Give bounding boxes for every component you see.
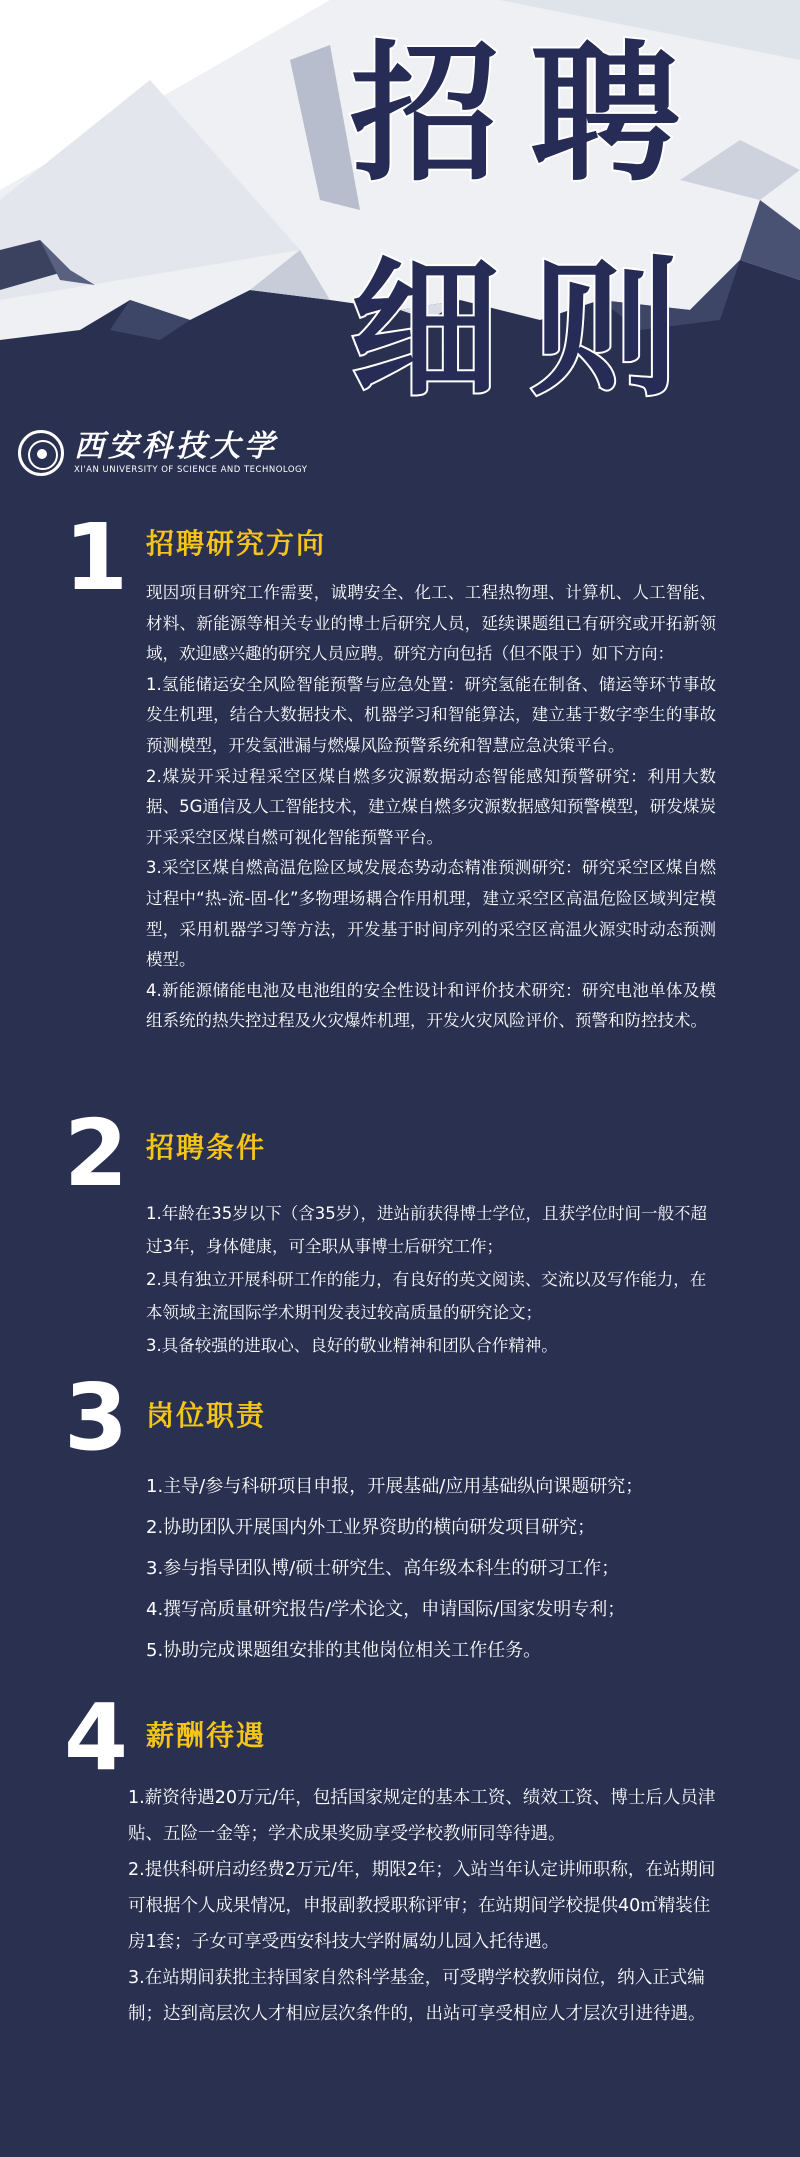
- section-body: [128, 1780, 718, 2032]
- header-banner: [0, 0, 800, 480]
- section-title: 招聘研究方向: [146, 527, 327, 560]
- university-emblem-icon: [18, 430, 64, 476]
- university-logo: [18, 430, 307, 476]
- paragraph: 1.氢能储运安全风险智能预警与应急处置：研究氢能在制备、储运等环节事故发生机理，结合大数据技术、机器学习和智能算法，建立基于数字孪生的事故预测模型，开发氢泄漏与燃爆风险预警系统和智慧应急决策平台。: [146, 674, 716, 755]
- section-number: 4: [64, 1684, 129, 1791]
- paragraph: 4.撰写高质量研究报告/学术论文，申请国际/国家发明专利；: [146, 1599, 626, 1620]
- section-body: [146, 578, 716, 1037]
- paragraph: 1.主导/参与科研项目申报，开展基础/应用基础纵向课题研究；: [146, 1476, 644, 1497]
- page-title-line1: 招聘: [350, 28, 711, 202]
- section-number: 1: [64, 504, 129, 611]
- paragraph: 2.煤炭开采过程采空区煤自燃多灾源数据动态智能感知预警研究：利用大数据、5G通信及人工智能技术，建立煤自燃多灾源数据感知预警模型，研发煤炭开采采空区煤自燃可视化智能预警平台。: [146, 766, 716, 847]
- paragraph: 1.年龄在35岁以下（含35岁），进站前获得博士学位，且获学位时间一般不超过3年，身体健康，可全职从事博士后研究工作；: [146, 1204, 707, 1256]
- paragraph: 5.协助完成课题组安排的其他岗位相关工作任务。: [146, 1640, 542, 1661]
- section-title: 薪酬待遇: [146, 1719, 267, 1752]
- section-title: 招聘条件: [146, 1131, 267, 1164]
- paragraph: 3.在站期间获批主持国家自然科学基金，可受聘学校教师岗位，纳入正式编制；达到高层次人才相应层次条件的，出站可享受相应人才层次引进待遇。: [128, 1968, 706, 2024]
- section-title: 岗位职责: [146, 1399, 267, 1432]
- university-name-cn: 西安科技大学: [74, 429, 278, 465]
- paragraph: 现因项目研究工作需要，诚聘安全、化工、工程热物理、计算机、人工智能、材料、新能源等相关专业的博士后研究人员，延续课题组已有研究或开拓新领域，欢迎感兴趣的研究人员应聘。研究方向包括（但不限于）如下方向：: [146, 583, 716, 664]
- section-number: 3: [64, 1364, 129, 1471]
- paragraph: 2.具有独立开展科研工作的能力，有良好的英文阅读、交流以及写作能力，在本领域主流国际学术期刊发表过较高质量的研究论文；: [146, 1270, 707, 1322]
- page-title-line2: 细则: [350, 243, 711, 417]
- paragraph: 4.新能源储能电池及电池组的安全性设计和评价技术研究：研究电池单体及模组系统的热失控过程及火灾爆炸机理，开发火灾风险评价、预警和防控技术。: [146, 980, 716, 1031]
- paragraph: 1.薪资待遇20万元/年，包括国家规定的基本工资、绩效工资、博士后人员津贴、五险一金等；学术成果奖励享受学校教师同等待遇。: [128, 1788, 716, 1844]
- university-name-en: XI'AN UNIVERSITY OF SCIENCE AND TECHNOLOGY: [74, 464, 308, 475]
- paragraph: 2.提供科研启动经费2万元/年，期限2年；入站当年认定讲师职称，在站期间可根据个人成果情况，申报副教授职称评审；在站期间学校提供40㎡精装住房1套；子女可享受西安科技大学附属幼儿园入托待遇。: [128, 1860, 716, 1952]
- section-number: 2: [64, 1100, 129, 1207]
- section-body: [146, 1466, 716, 1671]
- paragraph: 3.采空区煤自燃高温危险区域发展态势动态精准预测研究：研究采空区煤自燃过程中“热-流-固-化”多物理场耦合作用机理，建立采空区高温危险区域判定模型，采用机器学习等方法，开发基于时间序列的采空区高温火源实时动态预测模型。: [146, 858, 716, 970]
- paragraph: 3.参与指导团队博/硕士研究生、高年级本科生的研习工作；: [146, 1558, 620, 1579]
- section-body: [146, 1197, 716, 1362]
- paragraph: 3.具备较强的进取心、良好的敬业精神和团队合作精神。: [146, 1336, 558, 1355]
- paragraph: 2.协助团队开展国内外工业界资助的横向研发项目研究；: [146, 1517, 596, 1538]
